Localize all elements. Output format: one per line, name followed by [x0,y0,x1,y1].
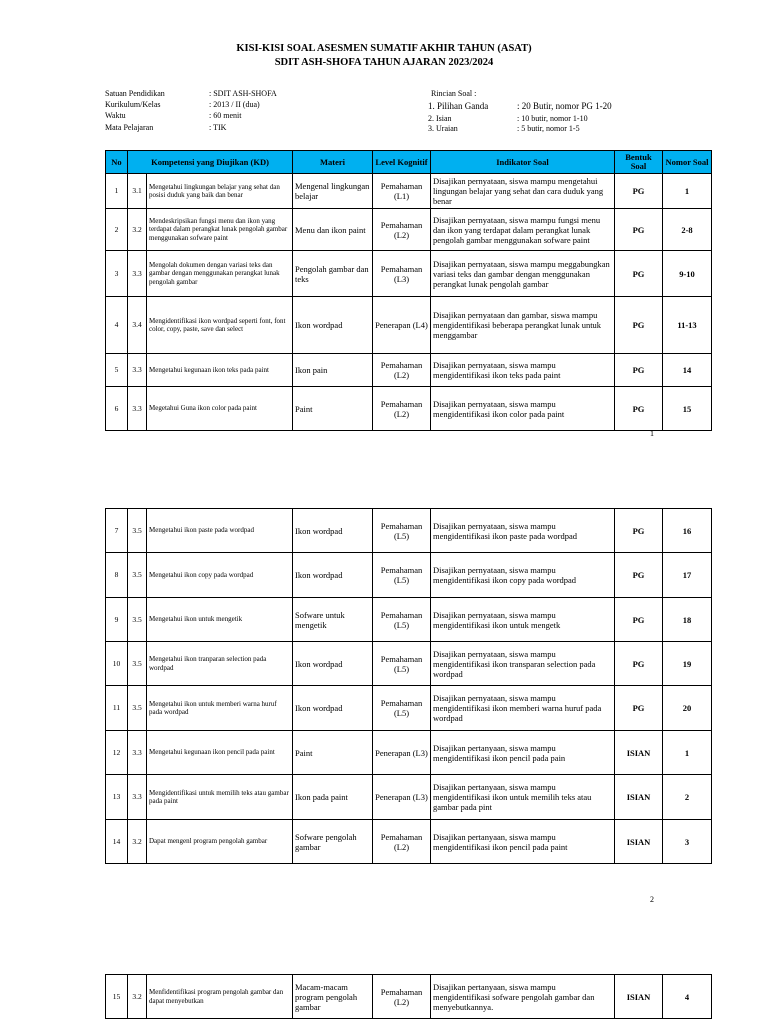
row-number: 11 [106,686,128,731]
kd-code: 3.3 [128,731,147,775]
bentuk-soal: ISIAN [615,731,663,775]
materi-text: Ikon wordpad [293,297,373,354]
level-kognitif: Pemahaman (L2) [373,354,431,387]
kd-text: Mengetahui lingkungan belajar yang sehat dan posisi duduk yang baik dan benar [147,174,293,209]
bentuk-soal: PG [615,509,663,553]
materi-text: Menu dan ikon paint [293,209,373,251]
kd-text: Mengidentifikasi untuk memilih teks atau gambar pada paint [147,775,293,820]
bentuk-soal: PG [615,209,663,251]
header-bentuk: Bentuk Soal [615,151,663,174]
table-row [106,297,712,354]
materi-text: Pengolah gambar dan teks [293,251,373,297]
indikator-text: Disajikan pernyataan, siswa mampu mengidentifikasi ikon color pada paint [431,387,615,431]
kd-text: Mendeskripsikan fungsi menu dan ikon yang terdapat dalam perangkat lunak pengolah gambar menggunakan sofware paint [147,209,293,251]
level-kognitif: Pemahaman (L5) [373,509,431,553]
kd-code: 3.2 [128,209,147,251]
materi-text: Ikon pada paint [293,775,373,820]
bentuk-soal: PG [615,251,663,297]
table-row [106,174,712,209]
kd-code: 3.3 [128,775,147,820]
indikator-text: Disajikan pernyataan, siswa mampu mengidentifikasi ikon memberi warna huruf pada wordpad [431,686,615,731]
kd-code: 3.5 [128,553,147,598]
meta-label: Waktu [105,111,126,120]
level-kognitif: Penerapan (L3) [373,731,431,775]
document-title: KISI-KISI SOAL ASESMEN SUMATIF AKHIR TAHUN (ASAT) [236,43,532,54]
kd-text: Mengetahui ikon copy pada wordpad [147,553,293,598]
table-row [106,775,712,820]
rincian-label: 3. Uraian [428,124,458,133]
materi-text: Mengenal lingkungan belajar [293,174,373,209]
kd-code: 3.5 [128,509,147,553]
nomor-soal: 2-8 [663,209,712,251]
bentuk-soal: PG [615,297,663,354]
nomor-soal: 20 [663,686,712,731]
header-no: No [106,151,128,174]
level-kognitif: Pemahaman (L2) [373,387,431,431]
row-number: 10 [106,642,128,686]
table-row [106,642,712,686]
kd-code: 3.3 [128,251,147,297]
header-kd: Kompetensi yang Diujikan (KD) [128,151,293,174]
row-number: 4 [106,297,128,354]
kd-text: Menfidentifikasi program pengolah gambar dan dapat menyebutkan [147,975,293,1019]
table-row [106,354,712,387]
table-header-row [106,151,712,174]
meta-value: : SDIT ASH-SHOFA [209,89,277,98]
materi-text: Sofware pengolah gambar [293,820,373,864]
level-kognitif: Pemahaman (L5) [373,642,431,686]
level-kognitif: Pemahaman (L2) [373,820,431,864]
header-nomor: Nomor Soal [663,151,712,174]
row-number: 7 [106,509,128,553]
row-number: 5 [106,354,128,387]
bentuk-soal: PG [615,174,663,209]
indikator-text: Disajikan pernyataan, siswa mampu mengidentifikasi ikon teks pada paint [431,354,615,387]
kd-text: Mengetahui kegunaan ikon teks pada paint [147,354,293,387]
bentuk-soal: ISIAN [615,775,663,820]
indikator-text: Disajikan pernyataan, siswa mampu mengidentifikasi ikon untuk mengetk [431,598,615,642]
materi-text: Macam-macam program pengolah gambar [293,975,373,1019]
level-kognitif: Penerapan (L4) [373,297,431,354]
nomor-soal: 16 [663,509,712,553]
row-number: 6 [106,387,128,431]
row-number: 13 [106,775,128,820]
row-number: 8 [106,553,128,598]
nomor-soal: 14 [663,354,712,387]
indikator-text: Disajikan pernyataan, siswa mampu meggabungkan variasi teks dan gambar dengan menggunakan perangkat lunak pengolah gambar [431,251,615,297]
table-row [106,509,712,553]
row-number: 12 [106,731,128,775]
materi-text: Paint [293,387,373,431]
indikator-text: Disajikan pertanyaan, siswa mampu mengidentifikasi ikon pencil pada pain [431,731,615,775]
level-kognitif: Pemahaman (L5) [373,553,431,598]
level-kognitif: Pemahaman (L5) [373,598,431,642]
kd-code: 3.5 [128,598,147,642]
rincian-title: Rincian Soal : [431,89,477,98]
nomor-soal: 15 [663,387,712,431]
kd-code: 3.3 [128,387,147,431]
kd-code: 3.5 [128,686,147,731]
kisi-kisi-table-page-3 [105,974,712,1019]
header-materi: Materi [293,151,373,174]
level-kognitif: Penerapan (L3) [373,775,431,820]
indikator-text: Disajikan pertanyaan, siswa mampu mengidentifikasi ikon pencil pada paint [431,820,615,864]
indikator-text: Disajikan pertanyaan, siswa mampu mengidentifikasi sofware pengolah gambar dan menyebutkannya. [431,975,615,1019]
kd-code: 3.2 [128,820,147,864]
rincian-label: 2. Isian [428,114,452,123]
materi-text: Ikon wordpad [293,686,373,731]
kd-text: Mengetahui ikon untuk mengetik [147,598,293,642]
materi-text: Ikon pain [293,354,373,387]
meta-value: : 60 menit [209,111,242,120]
kisi-kisi-table-page-2 [105,508,712,864]
table-row [106,686,712,731]
kd-code: 3.1 [128,174,147,209]
rincian-value: : 10 butir, nomor 1-10 [517,114,588,123]
meta-label: Kurikulum/Kelas [105,100,161,109]
kd-code: 3.4 [128,297,147,354]
table-row [106,209,712,251]
rincian-value: : 20 Butir, nomor PG 1-20 [517,101,612,111]
materi-text: Ikon wordpad [293,509,373,553]
meta-label: Satuan Pendidikan [105,89,165,98]
bentuk-soal: PG [615,354,663,387]
nomor-soal: 1 [663,174,712,209]
kisi-kisi-table-page-1 [105,150,712,431]
materi-text: Sofware untuk mengetik [293,598,373,642]
table-row [106,975,712,1019]
level-kognitif: Pemahaman (L5) [373,686,431,731]
indikator-text: Disajikan pernyataan, siswa mampu mengidentifikasi ikon copy pada wordpad [431,553,615,598]
table-row [106,820,712,864]
meta-label: Mata Pelajaran [105,123,154,132]
table-row [106,387,712,431]
rincian-label: 1. Pilihan Ganda [428,101,489,111]
document-subtitle: SDIT ASH-SHOFA TAHUN AJARAN 2023/2024 [274,57,494,68]
kd-code: 3.2 [128,975,147,1019]
kd-text: Mengetahui ikon tranparan selection pada wordpad [147,642,293,686]
indikator-text: Disajikan pertanyaan, siswa mampu mengidentifikasi ikon untuk memilih teks atau gambar pada pint [431,775,615,820]
nomor-soal: 4 [663,975,712,1019]
nomor-soal: 19 [663,642,712,686]
row-number: 14 [106,820,128,864]
row-number: 2 [106,209,128,251]
bentuk-soal: PG [615,686,663,731]
kd-text: Mengetahui ikon untuk memberi warna huruf pada wordpad [147,686,293,731]
materi-text: Paint [293,731,373,775]
meta-value: : 2013 / II (dua) [209,100,260,109]
table-row [106,553,712,598]
indikator-text: Disajikan pernyataan, siswa mampu mengidentifikasi ikon paste pada wordpad [431,509,615,553]
nomor-soal: 1 [663,731,712,775]
header-level: Level Kognitif [373,151,431,174]
table-row [106,251,712,297]
materi-text: Ikon wordpad [293,553,373,598]
page-number: 1 [650,429,654,438]
kd-text: Mengetahui ikon paste pada wordpad [147,509,293,553]
bentuk-soal: ISIAN [615,820,663,864]
kd-text: Mengetahui kegunaan ikon pencil pada paint [147,731,293,775]
meta-value: : TIK [209,123,227,132]
level-kognitif: Pemahaman (L3) [373,251,431,297]
kd-text: Mengidentifikasi ikon wordpad seperti font, font color, copy, paste, save dan select [147,297,293,354]
level-kognitif: Pemahaman (L1) [373,174,431,209]
table-row [106,731,712,775]
kd-text: Megetahui Guna ikon color pada paint [147,387,293,431]
nomor-soal: 11-13 [663,297,712,354]
header-indikator: Indikator Soal [431,151,615,174]
rincian-value: : 5 butir, nomor 1-5 [517,124,580,133]
kd-text: Dapat mengenl program pengolah gambar [147,820,293,864]
bentuk-soal: PG [615,642,663,686]
nomor-soal: 17 [663,553,712,598]
level-kognitif: Pemahaman (L2) [373,975,431,1019]
bentuk-soal: PG [615,553,663,598]
level-kognitif: Pemahaman (L2) [373,209,431,251]
nomor-soal: 9-10 [663,251,712,297]
bentuk-soal: PG [615,598,663,642]
kd-code: 3.3 [128,354,147,387]
page-number: 2 [650,895,654,904]
kd-code: 3.5 [128,642,147,686]
bentuk-soal: ISIAN [615,975,663,1019]
bentuk-soal: PG [615,387,663,431]
nomor-soal: 2 [663,775,712,820]
row-number: 3 [106,251,128,297]
materi-text: Ikon wordpad [293,642,373,686]
indikator-text: Disajikan pernyataan dan gambar, siswa mampu mengidentifikasi beberapa perangkat lunak untuk menggambar [431,297,615,354]
row-number: 15 [106,975,128,1019]
row-number: 1 [106,174,128,209]
nomor-soal: 3 [663,820,712,864]
indikator-text: Disajikan pernyataan, siswa mampu fungsi menu dan ikon yang terdapat dalam perangkat lunak pengolah gambar menggunakan sofware paint [431,209,615,251]
indikator-text: Disajikan pernyataan, siswa mampu mengidentifikasi ikon transparan selection pada wordpad [431,642,615,686]
nomor-soal: 18 [663,598,712,642]
row-number: 9 [106,598,128,642]
indikator-text: Disajikan pernyataan, siswa mampu mengetahui lingungan belajar yang sehat dan cara duduk yang benar [431,174,615,209]
kd-text: Mengolah dokumen dengan variasi teks dan gambar dengan menggunakan perangkat lunak pengolah gambar [147,251,293,297]
table-row [106,598,712,642]
